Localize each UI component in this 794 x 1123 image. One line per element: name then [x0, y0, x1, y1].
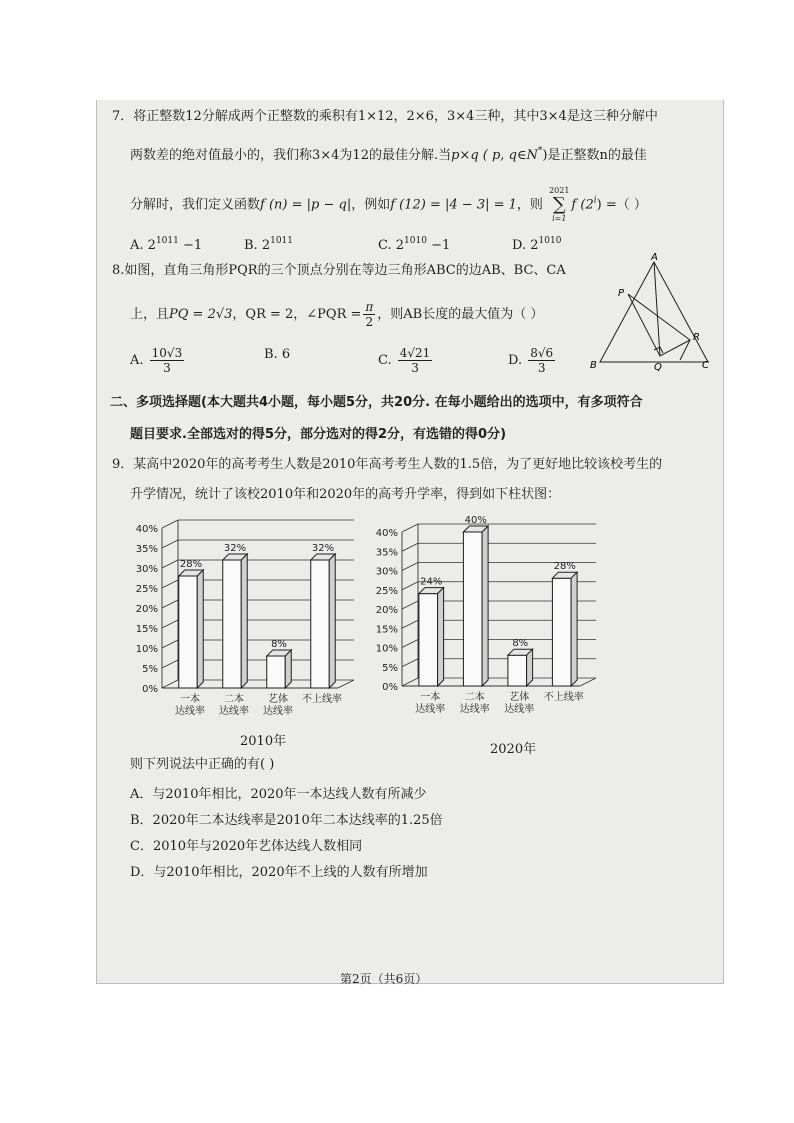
data-label: 24%: [420, 576, 443, 588]
page-footer: 第2页（共6页）: [340, 972, 428, 986]
bar-2020年-2: [508, 649, 533, 686]
bar-2020年-1: [463, 526, 488, 686]
y-tick-label: 5%: [142, 664, 158, 675]
y-tick-label: 5%: [382, 662, 398, 674]
gridline-side: [402, 543, 418, 551]
bar-side: [285, 650, 291, 688]
y-tick-label: 35%: [375, 547, 398, 559]
q8-line-2: 上，且PQ = 2√3，QR = 2，∠PQR = $\frac{\pi}{2}$ ，则AB长度的最大值为（ ）: [130, 300, 544, 329]
y-tick-label: 40%: [135, 524, 158, 535]
x-tick-label: 二本: [464, 692, 485, 703]
floor-edge: [338, 680, 354, 688]
bar-side: [197, 570, 203, 688]
data-label: 32%: [311, 543, 335, 554]
y-tick-label: 10%: [375, 643, 398, 655]
bar-front: [508, 655, 527, 686]
q7-line-3-text: 分解时，我们定义函数: [130, 197, 261, 213]
q8-angle-fraction: $\frac{\pi}{2}$: [365, 300, 374, 329]
q8-triangle-figure: [588, 250, 718, 375]
x-tick-label: 达线率: [459, 704, 490, 715]
gridline-side: [402, 620, 418, 628]
q7-line-3: 分解时，我们定义函数f (n) = |p − q|，例如f (12) = |4 − 3| = 1，则 2021 ∑ i=1 f $(2^i)$ =（ ）: [130, 186, 647, 223]
data-label: 40%: [464, 515, 487, 526]
bar-2010年-3: [311, 554, 335, 688]
x-tick-label: 达线率: [504, 704, 535, 715]
data-label: 32%: [223, 543, 247, 554]
chart-2020-title: 2020年: [490, 742, 537, 757]
y-tick-label: 0%: [142, 684, 158, 695]
section-2-heading-line-2: 题目要求.全部选对的得5分，部分选对的得2分，有选错的得0分): [130, 427, 507, 442]
bar-2010年-2: [267, 650, 291, 688]
y-tick-label: 15%: [375, 624, 398, 636]
gridline-side: [162, 620, 178, 628]
section-2-heading-line-1: 二、多项选择题(本大题共4小题，每小题5分，共20分. 在每小题给出的选项中，有多项符合: [110, 395, 643, 410]
gridline-side: [162, 660, 178, 668]
q7-expr-fn: f (n) = |p − q|: [260, 197, 352, 213]
bar-front: [267, 656, 285, 688]
x-tick-label: 艺体: [509, 692, 530, 703]
x-tick-label: 一本: [420, 692, 441, 703]
data-label: 28%: [553, 561, 576, 573]
q9-option-d: D．与2010年相比，2020年不上线的人数有所增加: [130, 865, 428, 880]
y-tick-label: 20%: [375, 605, 398, 616]
q7-line-2-tail: 是正整数n的最佳: [547, 148, 647, 163]
q7-line-2: 两数差的绝对值最小的，我们称3×4为12的最佳分解.当p×q ( p, q∈N*)是正整数n的最佳: [130, 146, 647, 163]
y-tick-label: 25%: [375, 585, 398, 597]
bar-front: [223, 560, 241, 688]
x-tick-label: 达线率: [263, 706, 293, 717]
bar-2020年-3: [552, 572, 577, 686]
y-tick-label: 20%: [135, 604, 158, 615]
q9-option-c: C．2010年与2020年艺体达线人数相同: [130, 839, 363, 854]
fig-label-q: Q: [654, 362, 662, 373]
bar-side: [438, 588, 444, 686]
bar-front: [311, 560, 329, 688]
q9-stem: 则下列说法中正确的有( ): [130, 757, 275, 772]
q8-option-b: B. 6: [264, 347, 291, 362]
fig-label-b: B: [590, 360, 597, 371]
q8-option-c: C. $\frac{4√21}{3}$: [378, 346, 431, 375]
q9-option-b: B．2020年二本达线率是2010年二本达线率的1.25倍: [130, 813, 443, 828]
q7-sum: 2021 ∑ i=1: [549, 186, 570, 223]
bar-side: [241, 554, 247, 688]
bar-2020年-0: [419, 588, 444, 686]
data-label: 8%: [271, 639, 287, 650]
bar-2010年-1: [223, 554, 247, 688]
q8-expr-pq: PQ = 2√3: [169, 307, 233, 322]
fig-label-c: C: [702, 360, 709, 371]
gridline-side: [162, 540, 178, 548]
bar-side: [571, 572, 577, 686]
y-tick-label: 30%: [135, 564, 158, 575]
q8-line-1: 8.如图，直角三角形PQR的三个顶点分别在等边三角形ABC的边AB、BC、CA: [112, 263, 566, 278]
x-tick-label: 达线率: [415, 704, 446, 715]
q7-answer-paren: （ ）: [616, 197, 647, 213]
bar-side: [329, 554, 335, 688]
floor-edge: [580, 678, 596, 686]
gridline-side: [162, 580, 178, 588]
y-tick-label: 0%: [382, 682, 398, 693]
q7-line-2-text: 两数差的绝对值最小的，我们称3×4为12的最佳分解.当: [130, 148, 452, 163]
q7-line-1: 7．将正整数12分解成两个正整数的乘积有1×12，2×6，3×4三种，其中3×4是这三种分解中: [112, 109, 658, 124]
gridline-side: [402, 640, 418, 648]
q7-option-d: D. $2^{1010}$: [512, 236, 562, 253]
x-tick-label: 艺体: [268, 694, 288, 705]
q7-option-c: C. $2^{1010} -1$: [378, 236, 451, 253]
gridline-side: [402, 659, 418, 667]
gridline-side: [162, 560, 178, 568]
bar-front: [463, 532, 482, 686]
gridline-side: [162, 680, 178, 688]
gridline-side: [402, 678, 418, 686]
x-tick-label: 一本: [180, 694, 200, 705]
bar-front: [179, 576, 197, 688]
fig-label-r: R: [693, 332, 700, 343]
bar-front: [552, 578, 571, 686]
x-tick-label: 二本: [224, 694, 244, 705]
x-tick-label: 不上线率: [302, 694, 342, 705]
gridline-side: [402, 524, 418, 532]
data-label: 28%: [179, 559, 203, 570]
bar-side: [482, 526, 488, 686]
fig-label-p: P: [618, 288, 625, 299]
y-tick-label: 15%: [135, 624, 158, 635]
y-tick-label: 25%: [135, 584, 158, 595]
q9-line-2: 升学情况，统计了该校2010年和2020年的高考升学率，得到如下柱状图：: [130, 487, 561, 502]
chart-2010-title: 2010年: [240, 734, 287, 749]
y-tick-label: 30%: [375, 566, 398, 578]
gridline-side: [162, 640, 178, 648]
gridline-side: [402, 563, 418, 571]
x-tick-label: 不上线率: [543, 692, 584, 703]
q8-option-a: A. $\frac{10√3}{3}$: [130, 346, 183, 375]
gridline-side: [402, 582, 418, 590]
fig-label-a: A: [651, 252, 658, 263]
q7-expr-pq: p×q ( p, q∈N: [451, 148, 538, 163]
q8-option-d: D. $\frac{8√6}{3}$: [508, 346, 554, 375]
y-tick-label: 35%: [135, 544, 158, 555]
bar-side: [527, 649, 533, 686]
bar-2010年-0: [179, 570, 203, 688]
q9-line-1: 9．某高中2020年的高考考生人数是2010年高考考生人数的1.5倍，为了更好地比较该校考生的: [112, 457, 663, 472]
x-tick-label: 达线率: [175, 706, 205, 717]
q9-option-a: A．与2010年相比，2020年一本达线人数有所减少: [130, 787, 427, 802]
chart-2020: [370, 510, 610, 728]
y-tick-label: 40%: [375, 528, 398, 539]
data-label: 8%: [512, 638, 529, 650]
x-tick-label: 达线率: [219, 706, 249, 717]
chart-2010: [128, 518, 368, 728]
bar-front: [419, 594, 438, 686]
q7-option-b: B. $2^{1011}$: [244, 236, 294, 253]
y-tick-label: 10%: [135, 644, 158, 655]
q7-option-a: A. $2^{1011} -1$: [130, 236, 203, 253]
gridline-side: [402, 601, 418, 609]
gridline-side: [162, 600, 178, 608]
q7-expr-f12: f (12) = |4 − 3| = 1: [390, 197, 517, 213]
gridline-side: [162, 520, 178, 528]
